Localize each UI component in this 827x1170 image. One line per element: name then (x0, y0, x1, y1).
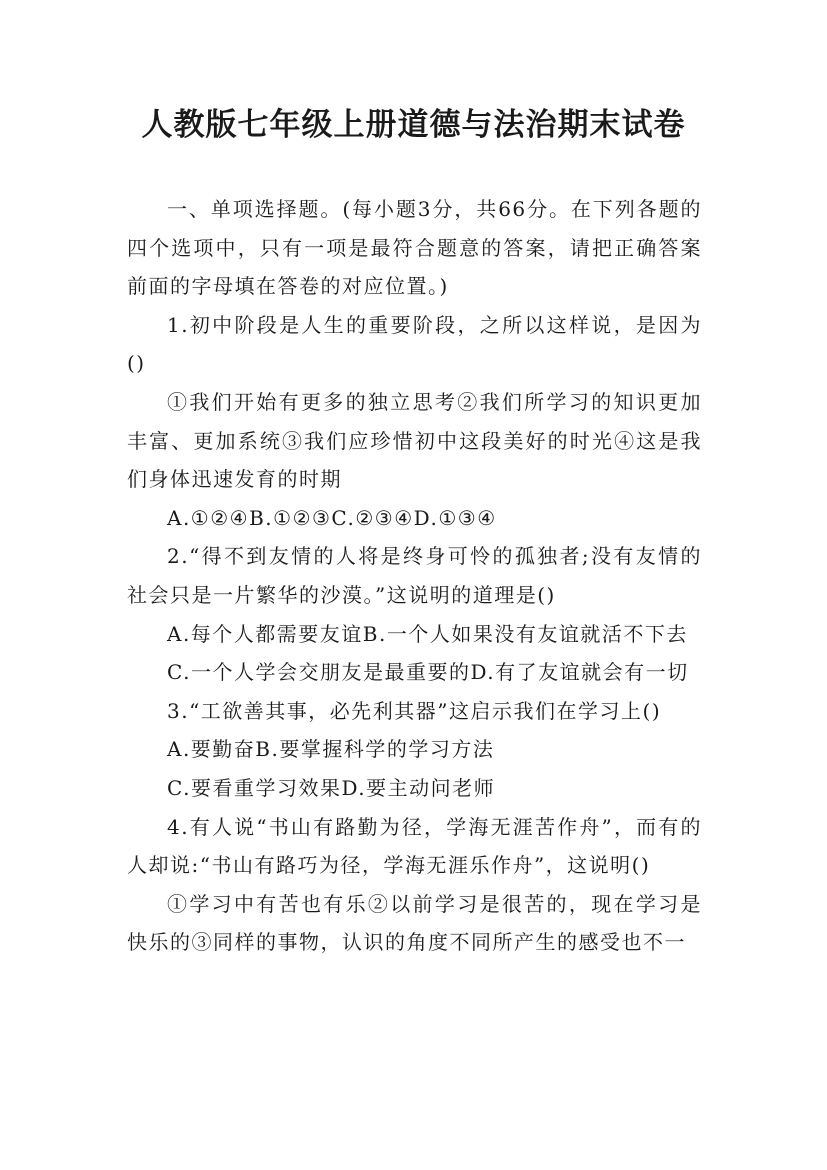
question-4-statements: ①学习中有苦也有乐②以前学习是很苦的，现在学习是快乐的③同样的事物，认识的角度不同所产生的感受也不一 (127, 891, 702, 955)
question-2-stem: 2.“得不到友情的人将是终身可怜的孤独者;没有友情的社会只是一片繁华的沙漠。”这说明的道理是() (127, 544, 702, 607)
question-2-options-cd: C.一个人学会交朋友是最重要的D.有了友谊就会有一切 (167, 660, 689, 685)
document-title: 人教版七年级上册道德与法治期末试卷 (141, 107, 686, 143)
document-body (127, 190, 702, 962)
question-4-stem: 4.有人说“书山有路勤为径，学海无涯苦作舟”，而有的人却说:“书山有路巧为径，学海无涯乐作舟”，这说明() (127, 814, 702, 878)
question-3-options-ab: A.要勤奋B.要掌握科学的学习方法 (167, 737, 495, 762)
section-heading: 一、单项选择题。(每小题3分，共66分。在下列各题的四个选项中，只有一项是最符合题意的答案，请把正确答案前面的字母填在答卷的对应位置。) (127, 197, 702, 299)
question-3-options-cd: C.要看重学习效果D.要主动问老师 (167, 775, 496, 800)
question-2-options-ab: A.每个人都需要友谊B.一个人如果没有友谊就活不下去 (167, 621, 688, 646)
question-1-options: A.①②④B.①②③C.②③④D.①③④ (167, 505, 497, 530)
question-1-statements: ①我们开始有更多的独立思考②我们所学习的知识更加丰富、更加系统③我们应珍惜初中这段美好的时光④这是我们身体迅速发育的时期 (127, 389, 702, 492)
question-1-stem: 1.初中阶段是人生的重要阶段，之所以这样说，是因为() (127, 312, 702, 376)
question-3-stem: 3.“工欲善其事，必先利其器”这启示我们在学习上() (167, 698, 662, 723)
